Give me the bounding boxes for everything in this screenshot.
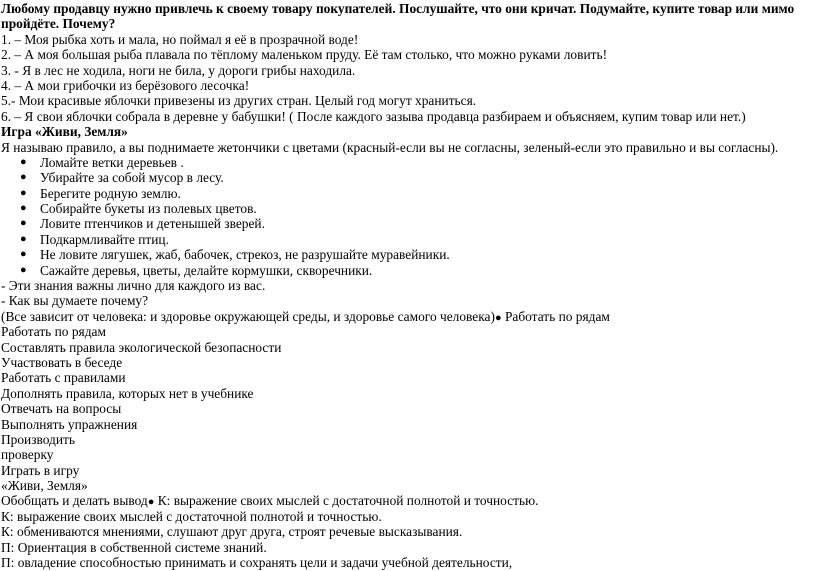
answer-line: (Все зависит от человека: и здоровье окружающей среды, и здоровье самого человека)● Работать по рядам bbox=[1, 308, 610, 324]
activity-line: Работать по рядам bbox=[1, 324, 106, 340]
seller-call-4: 4. – А мои грибочки из берёзового лесочка! bbox=[1, 77, 250, 93]
summary-line: Обобщать и делать вывод● К: выражение своих мыслей с достаточной полнотой и точностью. bbox=[1, 493, 539, 509]
activity-line: Производить bbox=[1, 431, 75, 447]
bullet-icon: ● bbox=[20, 202, 27, 215]
activity-line: Участвовать в беседе bbox=[1, 354, 123, 370]
game-title: Игра «Живи, Земля» bbox=[1, 124, 128, 140]
bullet-icon: ● bbox=[20, 155, 27, 168]
activity-line: «Живи, Земля» bbox=[1, 478, 88, 494]
teacher-question: - Как вы думаете почему? bbox=[1, 293, 149, 309]
game-intro: Я называю правило, а вы поднимаете жетончики с цветами (красный-если вы не согласны, зеленый-если это правильно и вы согласны). bbox=[1, 139, 779, 155]
rule-item: ● Ломайте ветки деревьев . bbox=[20, 154, 184, 170]
bullet-icon: ● bbox=[20, 248, 27, 261]
rule-item: ● Собирайте букеты из полевых цветов. bbox=[20, 201, 257, 217]
competence-line: К: обмениваются мнениями, слушают друг друга, строят речевые высказывания. bbox=[1, 524, 463, 540]
rule-item: ● Ловите птенчиков и детенышей зверей. bbox=[20, 216, 265, 232]
bullet-icon: ● bbox=[20, 263, 27, 276]
seller-call-5: 5.- Мои красивые яблочки привезены из других стран. Целый год могут храниться. bbox=[1, 93, 477, 109]
competence-line: П: овладение способностью принимать и сохранять цели и задачи учебной деятельности, bbox=[1, 555, 513, 570]
bullet-icon: ● bbox=[20, 217, 27, 230]
bullet-icon: ● bbox=[147, 496, 155, 509]
rule-item: ● Подкармливайте птиц. bbox=[20, 231, 169, 247]
bullet-icon: ● bbox=[494, 311, 502, 324]
activity-line: проверку bbox=[1, 447, 54, 463]
bullet-icon: ● bbox=[20, 171, 27, 184]
seller-call-1: 1. – Моя рыбка хоть и мала, но поймал я её в прозрачной воде! bbox=[1, 31, 359, 47]
activity-line: Составлять правила экологической безопасности bbox=[1, 339, 282, 355]
seller-call-2: 2. – А моя большая рыба плавала по тёплому маленьком пруду. Её там столько, что можно руками ловить! bbox=[1, 47, 608, 63]
competence-line: П: Ориентация в собственной системе знаний. bbox=[1, 539, 267, 555]
rule-item: ● Убирайте за собой мусор в лесу. bbox=[20, 170, 224, 186]
bullet-icon: ● bbox=[20, 186, 27, 199]
intro-line-2: пройдёте. Почему? bbox=[1, 16, 116, 32]
rule-item: ● Берегите родную землю. bbox=[20, 185, 181, 201]
activity-line: Играть в игру bbox=[1, 462, 80, 478]
teacher-remark-1: - Эти знания важны лично для каждого из вас. bbox=[1, 278, 266, 293]
seller-call-3: 3. - Я в лес не ходила, ноги не била, у дороги грибы находила. bbox=[1, 62, 356, 78]
activity-line: Выполнять упражнения bbox=[1, 416, 138, 432]
activity-line: Дополнять правила, которых нет в учебнике bbox=[1, 385, 254, 401]
bullet-icon: ● bbox=[20, 232, 27, 245]
intro-line-1: Любому продавцу нужно привлечь к своему товару покупателей. Послушайте, что они кричат. Подумайте, купите товар или мимо bbox=[1, 1, 795, 16]
seller-call-6: 6. – Я свои яблочки собрала в деревне у бабушки! ( После каждого зазыва продавца разбираем и объясняем, купим товар или нет.) bbox=[1, 108, 746, 124]
activity-line: Работать с правилами bbox=[1, 370, 126, 386]
activity-line: Отвечать на вопросы bbox=[1, 401, 122, 417]
rule-item: ● Сажайте деревья, цветы, делайте кормушки, скворечники. bbox=[20, 262, 373, 278]
rule-item: ● Не ловите лягушек, жаб, бабочек, стрекоз, не разрушайте муравейники. bbox=[20, 247, 450, 263]
competence-line: К: выражение своих мыслей с достаточной полнотой и точностью. bbox=[1, 508, 382, 524]
